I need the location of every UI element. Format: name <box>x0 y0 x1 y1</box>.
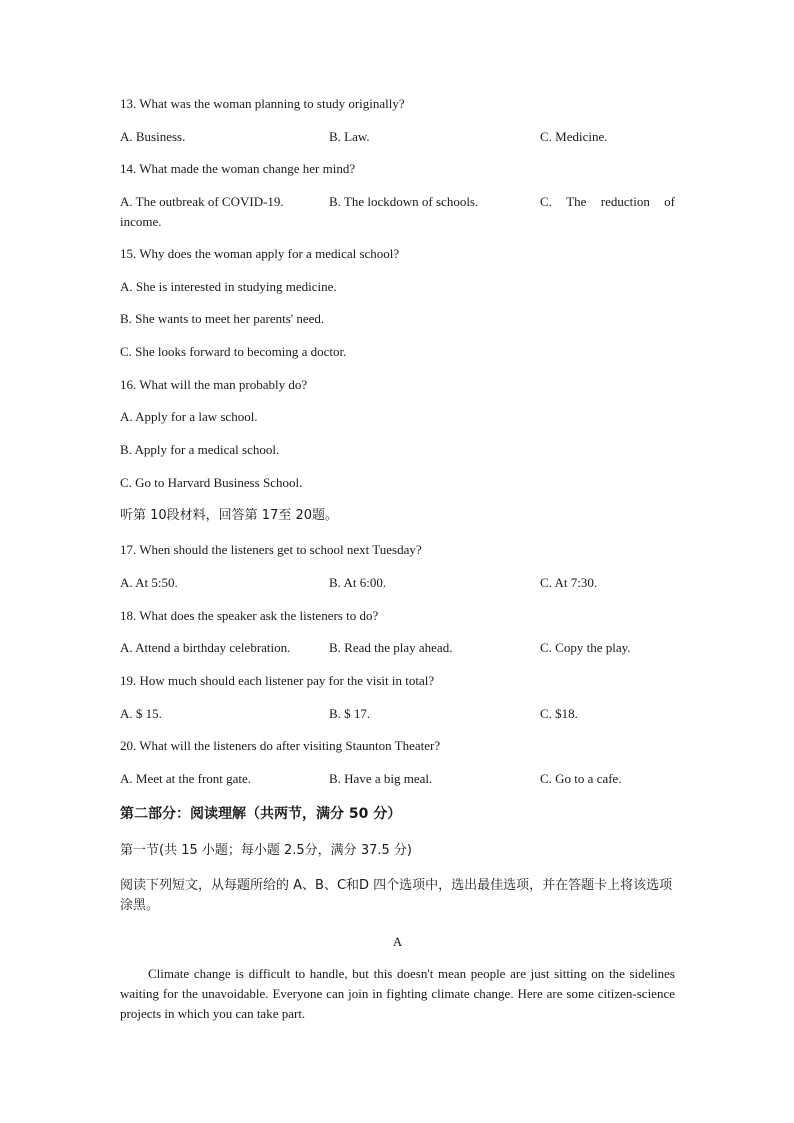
question-15-option-b: B. She wants to meet her parents' need. <box>120 311 325 326</box>
question-15-option-c: C. She looks forward to becoming a doctor. <box>120 344 347 359</box>
option-a: A. At 5:50. <box>120 575 178 590</box>
option-b: B. The lockdown of schools. <box>329 194 479 209</box>
question-14-stem: 14. What made the woman change her mind? <box>120 161 356 176</box>
option-a: A. Meet at the front gate. <box>120 771 252 786</box>
option-c-continuation: income. <box>120 214 162 229</box>
question-13-options <box>120 128 675 146</box>
question-16-stem: 16. What will the man probably do? <box>120 377 308 392</box>
option-b: B. Law. <box>329 129 370 144</box>
option-c-word: reduction <box>600 194 650 209</box>
option-b: B. At 6:00. <box>329 575 387 590</box>
option-a: A. Business. <box>120 129 186 144</box>
question-15-stem: 15. Why does the woman apply for a medical school? <box>120 246 400 261</box>
option-c-word: The <box>566 194 587 209</box>
question-15-option-a: A. She is interested in studying medicine. <box>120 279 337 294</box>
option-a: A. $ 15. <box>120 706 162 721</box>
question-16-option-b: B. Apply for a medical school. <box>120 442 280 457</box>
question-17-stem: 17. When should the listeners get to school next Tuesday? <box>120 542 422 557</box>
section-one-heading: 第一节(共 15 小题；每小题 2.5分，满分 37.5 分) <box>120 843 412 858</box>
material-instruction: 听第 10段材料，回答第 17至 20题。 <box>120 508 339 523</box>
reading-instruction: 阅读下列短文，从每题所给的 A、B、C和D 四个选项中，选出最佳选项，并在答题卡上将该选项涂黑。 <box>120 878 673 913</box>
option-a: A. Attend a birthday celebration. <box>120 640 291 655</box>
passage-label: A <box>392 934 403 949</box>
question-19-stem: 19. How much should each listener pay for the visit in total? <box>120 673 435 688</box>
question-18-options <box>120 639 675 657</box>
option-b: B. Have a big meal. <box>329 771 433 786</box>
question-16-option-a: A. Apply for a law school. <box>120 409 258 424</box>
question-20-stem: 20. What will the listeners do after visiting Staunton Theater? <box>120 738 441 753</box>
option-c-word: of <box>664 194 675 209</box>
question-17-options <box>120 574 675 592</box>
question-13-stem: 13. What was the woman planning to study originally? <box>120 96 405 111</box>
question-20-options <box>120 770 675 788</box>
option-b: B. $ 17. <box>329 706 371 721</box>
question-18-stem: 18. What does the speaker ask the listeners to do? <box>120 608 379 623</box>
option-c: C. Go to a cafe. <box>540 771 622 786</box>
question-19-options <box>120 705 675 723</box>
question-14-options <box>120 192 675 232</box>
part-two-title: 第二部分：阅读理解（共两节，满分 50 分） <box>120 806 402 822</box>
option-c: C. Copy the play. <box>540 640 631 655</box>
option-c-word: C. <box>540 194 552 209</box>
option-b: B. Read the play ahead. <box>329 640 453 655</box>
option-c: C. Medicine. <box>540 129 608 144</box>
option-c: C. $18. <box>540 706 578 721</box>
passage-a-paragraph: Climate change is difficult to handle, but this doesn't mean people are just sitting on the sidelines waiting for the unavoidable. Everyone can join in fighting climate change. Here are some citizen-science projects in which you can take part. <box>120 966 675 1021</box>
question-16-option-c: C. Go to Harvard Business School. <box>120 475 303 490</box>
option-c <box>540 192 675 212</box>
option-a: A. The outbreak of COVID-19. <box>120 194 284 209</box>
option-c: C. At 7:30. <box>540 575 598 590</box>
